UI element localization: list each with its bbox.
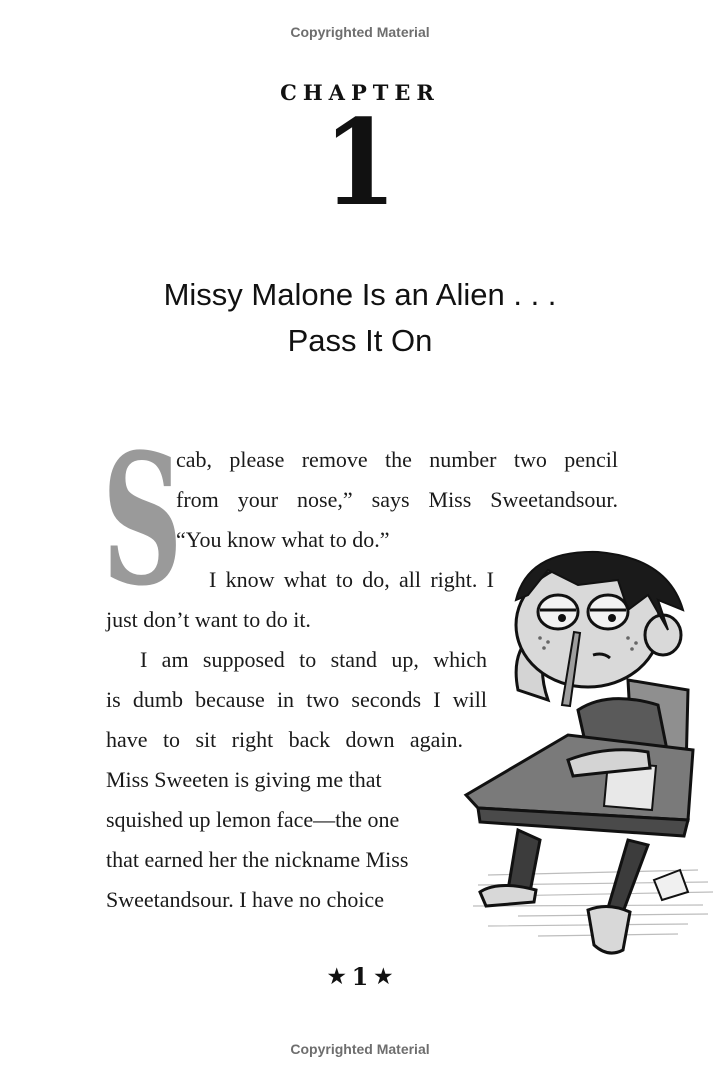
page-number: 1 xyxy=(351,962,369,991)
body-line: “You know what to do.” xyxy=(176,527,390,552)
body-line: I am supposed to stand up, which xyxy=(140,647,487,672)
body-line: Miss Sweeten is giving me that xyxy=(106,767,382,792)
drop-cap-letter: S xyxy=(102,415,183,626)
body-line: have to sit right back down again. xyxy=(106,727,463,752)
body-line: Sweetandsour. I have no choice xyxy=(106,887,384,912)
right-pupil xyxy=(608,614,616,622)
chapter-title-line-1: Missy Malone Is an Alien . . . xyxy=(163,277,557,312)
body-line: just don’t want to do it. xyxy=(106,607,311,632)
right-leg xyxy=(608,840,648,912)
chapter-title xyxy=(0,272,720,364)
desk xyxy=(466,735,693,820)
body-line: from your nose,” says Miss Sweetandsour. xyxy=(176,487,618,512)
right-shoe xyxy=(588,906,630,953)
copyright-notice-bottom: Copyrighted Material xyxy=(290,1041,430,1057)
star-icon: ★ xyxy=(327,964,346,988)
chapter-number: 1 xyxy=(323,93,397,232)
star-icon: ★ xyxy=(374,964,393,988)
boy-at-desk-illustration xyxy=(458,540,720,970)
body-line: cab, please remove the number two pencil xyxy=(176,447,618,472)
left-shoe xyxy=(480,885,536,906)
left-pupil xyxy=(558,614,566,622)
body-line: that earned her the nickname Miss xyxy=(106,847,409,872)
body-line: I know what to do, all right. I xyxy=(209,567,494,592)
left-eye xyxy=(538,595,578,629)
chapter-label: CHAPTER xyxy=(280,80,440,105)
copyright-notice-top: Copyrighted Material xyxy=(290,24,430,40)
left-leg xyxy=(508,830,540,892)
body-line: is dumb because in two seconds I will xyxy=(106,687,487,712)
page-number-footer xyxy=(0,962,720,991)
body-line: squished up lemon face—the one xyxy=(106,807,400,832)
right-eye xyxy=(588,595,628,629)
chapter-title-line-2: Pass It On xyxy=(287,323,433,358)
crumpled-paper xyxy=(654,870,688,900)
